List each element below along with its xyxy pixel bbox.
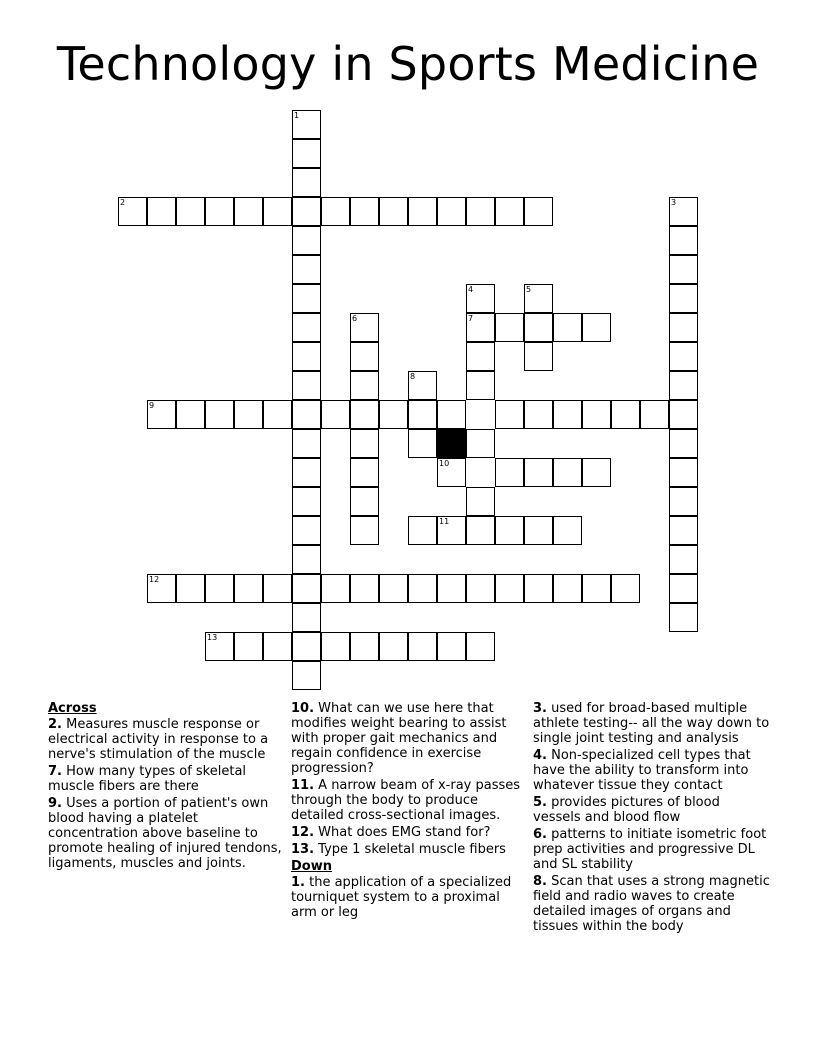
grid-cell[interactable] [292, 284, 321, 313]
clue-text: A narrow beam of x-ray passes through the body to produce detailed cross-sectional images. [291, 778, 521, 823]
grid-cell[interactable] [408, 197, 437, 226]
grid-cell[interactable] [669, 400, 698, 429]
grid-cell[interactable] [408, 516, 437, 545]
grid-cell[interactable] [524, 516, 553, 545]
grid-cell[interactable] [234, 400, 263, 429]
grid-cell[interactable] [495, 400, 524, 429]
grid-cell[interactable] [466, 487, 495, 516]
clue-text: What can we use here that modifies weight bearing to assist with proper gait mechanics and regain confidence in exercise progression? [291, 701, 507, 776]
grid-cell[interactable] [118, 197, 147, 226]
black-square [437, 429, 466, 458]
down-clue-1 [291, 875, 527, 920]
grid-cell[interactable] [669, 342, 698, 371]
grid-cell[interactable] [408, 371, 437, 400]
clue-number: 5. [533, 795, 547, 810]
grid-cell[interactable] [669, 603, 698, 632]
across-clue-7 [48, 764, 282, 794]
grid-cell[interactable] [495, 458, 524, 487]
grid-cell[interactable] [292, 458, 321, 487]
grid-cell[interactable] [582, 574, 611, 603]
down-clue-3 [533, 701, 771, 746]
grid-cell[interactable] [669, 371, 698, 400]
grid-cell[interactable] [176, 400, 205, 429]
clue-number-label: 11 [439, 517, 450, 526]
grid-cell[interactable] [437, 400, 466, 429]
across-clue-10 [291, 701, 527, 776]
grid-cell[interactable] [466, 197, 495, 226]
grid-cell[interactable] [176, 197, 205, 226]
grid-cell[interactable] [611, 400, 640, 429]
clue-number-label: 9 [149, 401, 155, 410]
grid-cell[interactable] [582, 313, 611, 342]
grid-cell[interactable] [437, 516, 466, 545]
grid-cell[interactable] [292, 110, 321, 139]
clue-text: patterns to initiate isometric foot prep activities and progressive DL and SL stability [533, 827, 767, 872]
clue-number-label: 4 [468, 285, 474, 294]
grid-cell[interactable] [524, 342, 553, 371]
grid-cell[interactable] [263, 574, 292, 603]
grid-cell[interactable] [263, 197, 292, 226]
grid-cell[interactable] [640, 400, 669, 429]
clue-number-label: 8 [410, 372, 416, 381]
clue-number-label: 10 [439, 459, 450, 468]
grid-cell[interactable] [350, 371, 379, 400]
grid-cell[interactable] [553, 574, 582, 603]
across-clue-13 [291, 842, 527, 857]
grid-cell[interactable] [292, 661, 321, 690]
down-heading: Down [291, 859, 332, 874]
grid-cell[interactable] [292, 139, 321, 168]
clue-number: 11. [291, 778, 315, 793]
grid-cell[interactable] [350, 632, 379, 661]
grid-cell[interactable] [292, 313, 321, 342]
grid-cell[interactable] [176, 574, 205, 603]
across-clue-2 [48, 717, 282, 762]
grid-cell[interactable] [321, 400, 350, 429]
across-clue-12 [291, 825, 527, 840]
grid-cell[interactable] [292, 168, 321, 197]
clue-number: 6. [533, 827, 547, 842]
grid-cell[interactable] [524, 313, 553, 342]
grid-cell[interactable] [205, 632, 234, 661]
down-clue-6 [533, 827, 771, 872]
across-heading: Across [48, 701, 97, 716]
clue-text: How many types of skeletal muscle fibers are there [48, 764, 247, 794]
clue-number-label: 6 [352, 314, 358, 323]
grid-cell[interactable] [379, 197, 408, 226]
grid-cell[interactable] [495, 313, 524, 342]
grid-cell[interactable] [408, 574, 437, 603]
grid-cell[interactable] [466, 342, 495, 371]
clue-text: Scan that uses a strong magnetic field and radio waves to create detailed images of organs and tissues within the body [533, 874, 770, 934]
clue-number-label: 2 [120, 198, 126, 207]
grid-cell[interactable] [350, 458, 379, 487]
grid-cell[interactable] [582, 458, 611, 487]
grid-cell[interactable] [321, 574, 350, 603]
grid-cell[interactable] [292, 197, 321, 226]
clue-text: provides pictures of blood vessels and blood flow [533, 795, 720, 825]
grid-cell[interactable] [437, 197, 466, 226]
grid-cell[interactable] [292, 371, 321, 400]
clue-number: 10. [291, 701, 315, 716]
grid-cell[interactable] [524, 458, 553, 487]
clue-text: the application of a specialized tourniquet system to a proximal arm or leg [291, 875, 512, 920]
across-clue-9 [48, 796, 282, 871]
clue-column-2 [291, 701, 527, 922]
clue-text: Measures muscle response or electrical activity in response to a nerve's stimulation of the muscle [48, 717, 269, 762]
grid-cell[interactable] [350, 516, 379, 545]
grid-cell[interactable] [437, 632, 466, 661]
grid-cell[interactable] [350, 313, 379, 342]
grid-cell[interactable] [234, 197, 263, 226]
grid-cell[interactable] [234, 574, 263, 603]
clue-number: 12. [291, 825, 315, 840]
clue-number: 1. [291, 875, 305, 890]
grid-cell[interactable] [408, 632, 437, 661]
clue-number: 7. [48, 764, 62, 779]
grid-cell[interactable] [669, 284, 698, 313]
grid-cell[interactable] [292, 342, 321, 371]
grid-cell[interactable] [205, 400, 234, 429]
grid-cell[interactable] [437, 458, 466, 487]
grid-cell[interactable] [524, 284, 553, 313]
grid-cell[interactable] [292, 545, 321, 574]
grid-cell[interactable] [466, 429, 495, 458]
grid-cell[interactable] [234, 632, 263, 661]
grid-cell[interactable] [292, 400, 321, 429]
grid-cell[interactable] [350, 400, 379, 429]
clue-number: 8. [533, 874, 547, 889]
grid-cell[interactable] [524, 400, 553, 429]
grid-cell[interactable] [292, 632, 321, 661]
grid-cell[interactable] [466, 371, 495, 400]
grid-cell[interactable] [350, 429, 379, 458]
grid-cell[interactable] [292, 603, 321, 632]
grid-cell[interactable] [553, 458, 582, 487]
grid-cell[interactable] [292, 429, 321, 458]
grid-cell[interactable] [408, 400, 437, 429]
grid-cell[interactable] [292, 574, 321, 603]
grid-cell[interactable] [495, 574, 524, 603]
grid-cell[interactable] [669, 487, 698, 516]
grid-cell[interactable] [350, 574, 379, 603]
clue-number: 13. [291, 842, 315, 857]
grid-cell[interactable] [669, 255, 698, 284]
down-clue-8 [533, 874, 771, 934]
grid-cell[interactable] [669, 429, 698, 458]
grid-cell[interactable] [524, 197, 553, 226]
grid-cell[interactable] [669, 197, 698, 226]
grid-cell[interactable] [292, 226, 321, 255]
grid-cell[interactable] [669, 226, 698, 255]
grid-cell[interactable] [147, 197, 176, 226]
grid-cell[interactable] [582, 400, 611, 429]
across-clue-11 [291, 778, 527, 823]
clue-column-1 [48, 701, 282, 873]
clue-text: Uses a portion of patient's own blood having a platelet concentration above baseline to promote healing of injured tendons, ligaments, muscles and joints. [48, 796, 282, 871]
grid-cell[interactable] [669, 574, 698, 603]
grid-cell[interactable] [669, 458, 698, 487]
grid-cell[interactable] [611, 574, 640, 603]
clue-number: 4. [533, 748, 547, 763]
grid-cell[interactable] [350, 197, 379, 226]
page-title: Technology in Sports Medicine [56, 37, 760, 91]
grid-cell[interactable] [292, 516, 321, 545]
clue-number-label: 7 [468, 314, 474, 323]
grid-cell[interactable] [263, 632, 292, 661]
grid-cell[interactable] [466, 574, 495, 603]
grid-cell[interactable] [466, 284, 495, 313]
down-clue-4 [533, 748, 771, 793]
grid-cell[interactable] [263, 400, 292, 429]
clue-number: 2. [48, 717, 62, 732]
clue-number: 3. [533, 701, 547, 716]
grid-cell[interactable] [553, 313, 582, 342]
grid-cell[interactable] [408, 429, 437, 458]
grid-cell[interactable] [466, 632, 495, 661]
grid-cell[interactable] [553, 400, 582, 429]
grid-cell[interactable] [466, 516, 495, 545]
grid-cell[interactable] [147, 574, 176, 603]
grid-cell[interactable] [524, 574, 553, 603]
grid-cell[interactable] [350, 487, 379, 516]
down-clue-5 [533, 795, 771, 825]
clue-number-label: 1 [294, 111, 300, 120]
clue-number-label: 5 [526, 285, 532, 294]
grid-cell[interactable] [379, 400, 408, 429]
clue-number-label: 3 [671, 198, 677, 207]
grid-cell[interactable] [292, 487, 321, 516]
clue-text: What does EMG stand for? [314, 825, 491, 840]
grid-cell[interactable] [205, 197, 234, 226]
grid-cell[interactable] [321, 197, 350, 226]
grid-cell[interactable] [147, 400, 176, 429]
grid-cell[interactable] [205, 574, 234, 603]
grid-cell[interactable] [321, 632, 350, 661]
clue-text: Non-specialized cell types that have the ability to transform into whatever tissue they contact [533, 748, 751, 793]
grid-cell[interactable] [350, 342, 379, 371]
grid-cell[interactable] [495, 197, 524, 226]
clue-number-label: 13 [207, 633, 218, 642]
clue-text: Type 1 skeletal muscle fibers [314, 842, 506, 857]
grid-cell[interactable] [553, 516, 582, 545]
grid-cell[interactable] [466, 313, 495, 342]
grid-cell[interactable] [437, 574, 466, 603]
clue-text: used for broad-based multiple athlete testing-- all the way down to single joint testing and analysis [533, 701, 770, 746]
grid-cell[interactable] [669, 313, 698, 342]
clue-number: 9. [48, 796, 62, 811]
grid-cell[interactable] [379, 632, 408, 661]
grid-cell[interactable] [379, 574, 408, 603]
grid-cell[interactable] [669, 545, 698, 574]
clue-column-3 [533, 701, 771, 936]
grid-cell[interactable] [669, 516, 698, 545]
clue-number-label: 12 [149, 575, 160, 584]
grid-cell[interactable] [495, 516, 524, 545]
grid-cell[interactable] [292, 255, 321, 284]
